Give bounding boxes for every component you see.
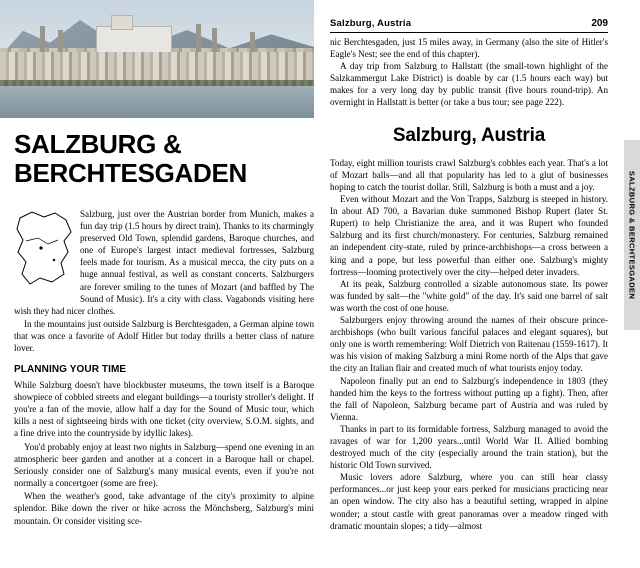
paragraph-continued-2: A day trip from Salzburg to Hallstatt (the small-town highlight of the Salzkammergut Lake District) is doable by car (1.5 hours each way) but makes for a very long day by public transit (five hours round-trip). An overnight in Hallstatt is better (or take a bus tour; see page 222). xyxy=(330,61,608,108)
church-spire-icon xyxy=(250,32,255,52)
region-map-illustration xyxy=(14,208,80,294)
chapter-title-line1: SALZBURG & xyxy=(14,129,182,159)
side-tab-label: SALZBURG & BERCHTESGADEN xyxy=(627,170,637,300)
page-number: 209 xyxy=(591,18,608,29)
running-head: Salzburg, Austria xyxy=(330,18,412,29)
church-spire-icon xyxy=(40,26,45,52)
section-heading-planning: PLANNING YOUR TIME xyxy=(14,364,127,376)
paragraph-city-1: Today, eight million tourists crawl Salzburg's cobbles each year. That's a lot of Mozart balls—and all that popularity has led to a glut of businesses hoping to catch the tourist dollar. Still, Salzburg is both a must and a joy. xyxy=(330,157,608,193)
paragraph-plan-1: While Salzburg doesn't have blockbuster museums, the town itself is a Baroque showpiece of cobbled streets and elegant buildings—a touristy stroller's delight. If you're a fan of the movie, allow half a day for the Sound of Music tour, which kills a nest of sightseeing birds with one ticket (city overview, S.O.M. sights, and a fine drive into the countryside by idyllic lakes). xyxy=(14,379,314,439)
map-svg xyxy=(14,208,76,292)
paragraph-city-4: Salzburgers enjoy throwing around the names of their obscure prince-archbishops (who built various fanciful palaces and elegant squares), but only one is worth remembering: Wolf Dietrich von Raitenau (1559-1617). It was his vision of making Salzburg a mini Rome north of the Alps that gave the city an Italian flair and created much of what tourists enjoy today. xyxy=(330,315,608,374)
paragraph-city-2: Even without Mozart and the Von Trapps, Salzburg is steeped in history. In about AD 700, a Bavarian duke summoned Bishop Rupert (later St. Rupert) to help Christianize the area, and it was Rupert who founded Salzburg and its first church/monastery. For centuries, Salzburg remained an independent city-state, ruled by prince-archbishops—a cross between a king and a pope, but less powerful than either one. Salzburg's mighty fortress—looming protectively over the city—helped deter invaders. xyxy=(330,194,608,277)
paragraph-city-3: At its peak, Salzburg controlled a sizable autonomous state. Its power was funded by salt—the "white gold" of the day. It's said one barrel of salt was worth the cost of one house. xyxy=(330,278,608,313)
paragraph-city-5: Napoleon finally put an end to Salzburg's independence in 1803 (they handed him the keys to the fortress without putting up a fight). Then, after the fall of Napoleon, Salzburg became part of Austria and was ruled by Vienna. xyxy=(330,375,608,422)
left-column xyxy=(14,208,314,528)
chapter-title xyxy=(14,130,314,188)
church-spire-icon xyxy=(212,28,217,52)
paragraph-city-7: Music lovers adore Salzburg, where you can still hear classy performances...or just keep your ears perked for musicians practicing near an open window. The city also has a beautiful setting, wrapped in alpine wonder; a stout castle with great panoramas over a meadow ringed with dramatic mountain slopes; a tidy—almost xyxy=(330,472,608,531)
paragraph-berchtesgaden: In the mountains just outside Salzburg is Berchtesgaden, a German alpine town that was once a favorite of Adolf Hitler but today thrills a better class of nature lover. xyxy=(14,319,314,354)
salzach-river xyxy=(0,86,314,118)
paragraph-continued-1: nic Berchtesgaden, just 15 miles away, in Germany (also the site of Hitler's Eagle's Nest; see the end of this chapter). xyxy=(330,37,608,60)
paragraph-intro: Salzburg, just over the Austrian border from Munich, makes a fun day trip (1.5 hours by direct train). Thanks to its charmingly preserved Old Town, splendid gardens, Baroque churches, and one of Europe's largest intact medieval fortresses, Salzburg feels made for tourism. As a musical mecca, the city puts on a huge annual festival, as well as constant concerts. Salzburgers are forever smiling to the tunes of Mozart (and baffled by The Sound of Music). It's a city with class. Vagabonds visiting here wish they had nicer clothes. xyxy=(14,209,314,316)
chapter-side-tab xyxy=(624,140,640,330)
right-column xyxy=(330,36,608,532)
church-spire-icon xyxy=(196,24,201,52)
paragraph-plan-3: When the weather's good, take advantage of the city's proximity to alpine splendor. Bike down the river or hike across the Mönchsberg, Salzburg's mini mountain. Or consider visiting sce- xyxy=(14,491,314,526)
church-spire-icon xyxy=(58,30,63,52)
header-photo xyxy=(0,0,314,118)
chapter-title-line2: BERCHTESGADEN xyxy=(14,158,248,189)
page-header xyxy=(330,18,608,33)
paragraph-plan-2: You'd probably enjoy at least two nights in Salzburg—spend one evening in an atmospheric beer garden and another at a concert in a Baroque hall or chapel. Seriously consider one of Salzburg's many musical events, even if you're not normally a concertgoer (some are free). xyxy=(14,441,314,488)
city-heading: Salzburg, Austria xyxy=(392,124,546,146)
paragraph-city-6: Thanks in part to its formidable fortress, Salzburg managed to avoid the ravages of war for 1,200 years...until World War II. Allied bombing destroyed much of the city (especially around the train station), but the historic Old Town survived. xyxy=(330,423,608,471)
